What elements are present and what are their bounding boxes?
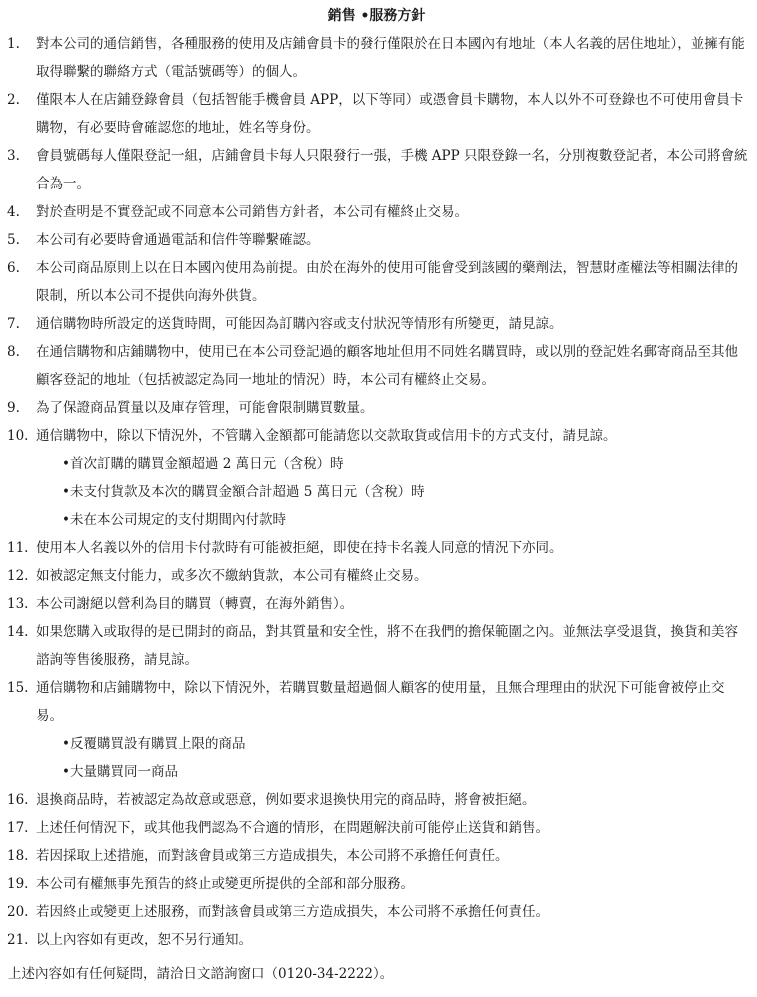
policy-item-number: 1. (7, 36, 20, 52)
policy-item (0, 226, 757, 254)
policy-item (0, 310, 757, 338)
policy-item-row (0, 30, 757, 86)
policy-sub-item: •首次訂購的購買金額超過 2 萬日元（含稅）時 (62, 456, 344, 472)
policy-item-row (0, 86, 757, 142)
policy-item-row (0, 198, 757, 226)
policy-item-row (0, 254, 757, 310)
policy-item (0, 674, 757, 786)
policy-sub-item: •反覆購買設有購買上限的商品 (62, 736, 246, 752)
policy-item-text: 通信購物時所設定的送貨時間，可能因為訂購內容或支付狀況等情形有所變更，請見諒。 (36, 316, 563, 332)
policy-item-number: 18. (7, 848, 29, 864)
policy-item (0, 926, 757, 954)
policy-item (0, 842, 757, 870)
policy-item-text: 通信購物中，除以下情況外，不管購入金額都可能請您以交款取貨或信用卡的方式支付，請見諒。 (36, 428, 617, 444)
policy-item-row (0, 310, 757, 338)
policy-item-text: 僅限本人在店鋪登錄會員（包括智能手機會員 APP，以下等同）或憑會員卡購物，本人以外不可登錄也不可使用會員卡購物，有必要時會確認您的地址，姓名等身份。 (36, 92, 744, 136)
contact-note: 上述內容如有任何疑問，請洽日文諮詢窗口（0120-34-2222）。 (8, 966, 394, 982)
policy-item-text: 上述任何情況下，或其他我們認為不合適的情形，在問題解決前可能停止送貨和銷售。 (36, 820, 549, 836)
policy-item-text: 本公司謝絕以營利為目的購買（轉賣，在海外銷售）。 (36, 596, 354, 612)
policy-item-row (0, 898, 757, 926)
policy-item-row (0, 338, 757, 394)
policy-item-text: 本公司商品原則上以在日本國內使用為前提。由於在海外的使用可能會受到該國的藥劑法，智慧財產權法等相關法律的限制，所以本公司不提供向海外供貨。 (36, 260, 738, 304)
policy-item (0, 870, 757, 898)
policy-item-number: 6. (7, 260, 20, 276)
policy-item-number: 2. (7, 92, 20, 108)
policy-item (0, 86, 757, 142)
policy-item-text: 本公司有必要時會通過電話和信件等聯繫確認。 (36, 232, 320, 248)
policy-item-number: 16. (7, 792, 29, 808)
policy-item-number: 20. (7, 904, 29, 920)
policy-item-number: 4. (7, 204, 20, 220)
policy-item-row (0, 142, 757, 198)
policy-item-text: 本公司有權無事先預告的終止或變更所提供的全部和部分服務。 (36, 876, 414, 892)
policy-item-number: 21. (7, 932, 29, 948)
policy-item (0, 198, 757, 226)
policy-item-number: 3. (7, 148, 20, 164)
policy-item-number: 17. (7, 820, 29, 836)
policy-item-row (0, 870, 757, 898)
policy-item-row (0, 842, 757, 870)
policy-item-text: 使用本人名義以外的信用卡付款時有可能被拒絕，即使在持卡名義人同意的情況下亦同。 (36, 540, 563, 556)
policy-item (0, 394, 757, 422)
policy-item (0, 786, 757, 814)
policy-item-number: 12. (7, 568, 29, 584)
policy-item-row (0, 590, 757, 618)
policy-item-text: 會員號碼每人僅限登記一組，店鋪會員卡每人只限發行一張，手機 APP 只限登錄一名，分別複數登記者，本公司將會統合為一。 (36, 148, 748, 192)
policy-item-number: 13. (7, 596, 29, 612)
policy-item-row (0, 674, 757, 730)
policy-item-row (0, 618, 757, 674)
policy-sub-item: •未在本公司規定的支付期間內付款時 (62, 512, 286, 528)
policy-item (0, 338, 757, 394)
policy-item-text: 通信購物和店鋪購物中，除以下情況外，若購買數量超過個人顧客的使用量，且無合理理由的狀況下可能會被停止交易。 (36, 680, 725, 724)
policy-item-text: 以上內容如有更改，恕不另行通知。 (36, 932, 252, 948)
policy-item-row (0, 786, 757, 814)
policy-item-text: 為了保證商品質量以及庫存管理，可能會限制購買數量。 (36, 400, 374, 416)
policy-item-number: 14. (7, 624, 29, 640)
policy-item-text: 對本公司的通信銷售，各種服務的使用及店鋪會員卡的發行僅限於在日本國內有地址（本人名義的居住地址），並擁有能取得聯繫的聯絡方式（電話號碼等）的個人。 (36, 36, 745, 80)
policy-item-number: 7. (7, 316, 20, 332)
policy-item-text: 若因終止或變更上述服務，而對該會員或第三方造成損失，本公司將不承擔任何責任。 (36, 904, 549, 920)
policy-item-text: 如被認定無支付能力，或多次不繳納貨款，本公司有權終止交易。 (36, 568, 428, 584)
policy-item (0, 254, 757, 310)
page-title: 銷售 •服務方針 (327, 8, 426, 24)
policy-item-row (0, 562, 757, 590)
policy-item-number: 11. (7, 540, 29, 556)
policy-item-row (0, 394, 757, 422)
policy-item (0, 898, 757, 926)
policy-item (0, 534, 757, 562)
policy-item (0, 422, 757, 534)
policy-item (0, 562, 757, 590)
policy-sub-list (0, 450, 757, 534)
policy-item-text: 對於查明是不實登記或不同意本公司銷售方針者，本公司有權終止交易。 (36, 204, 468, 220)
policy-sub-list (0, 730, 757, 786)
policy-list (0, 30, 757, 954)
policy-item (0, 142, 757, 198)
policy-item-text: 若因採取上述措施，而對該會員或第三方造成損失，本公司將不承擔任何責任。 (36, 848, 509, 864)
policy-item-row (0, 534, 757, 562)
policy-item-row (0, 422, 757, 450)
policy-item-row (0, 226, 757, 254)
policy-item-number: 5. (7, 232, 20, 248)
policy-item (0, 618, 757, 674)
policy-item-text: 如果您購入或取得的是已開封的商品，對其質量和安全性，將不在我們的擔保範圍之內。並無法享受退貨，換貨和美容諮詢等售後服務，請見諒。 (36, 624, 738, 668)
policy-sub-item: •未支付貨款及本次的購買金額合計超過 5 萬日元（含稅）時 (62, 484, 425, 500)
policy-item-number: 8. (7, 344, 20, 360)
policy-item-text: 退換商品時，若被認定為故意或惡意，例如要求退換快用完的商品時，將會被拒絕。 (36, 792, 536, 808)
policy-item-number: 19. (7, 876, 29, 892)
policy-item-text: 在通信購物和店鋪購物中，使用已在本公司登記過的顧客地址但用不同姓名購買時，或以別的登記姓名郵寄商品至其他顧客登記的地址（包括被認定為同一地址的情況）時，本公司有權終止交易。 (36, 344, 738, 388)
policy-item (0, 590, 757, 618)
policy-sub-item: •大量購買同一商品 (62, 764, 178, 780)
policy-item-number: 15. (7, 680, 29, 696)
policy-item-number: 9. (7, 400, 20, 416)
policy-item (0, 30, 757, 86)
policy-item (0, 814, 757, 842)
policy-item-row (0, 814, 757, 842)
policy-item-row (0, 926, 757, 954)
policy-item-number: 10. (7, 428, 29, 444)
